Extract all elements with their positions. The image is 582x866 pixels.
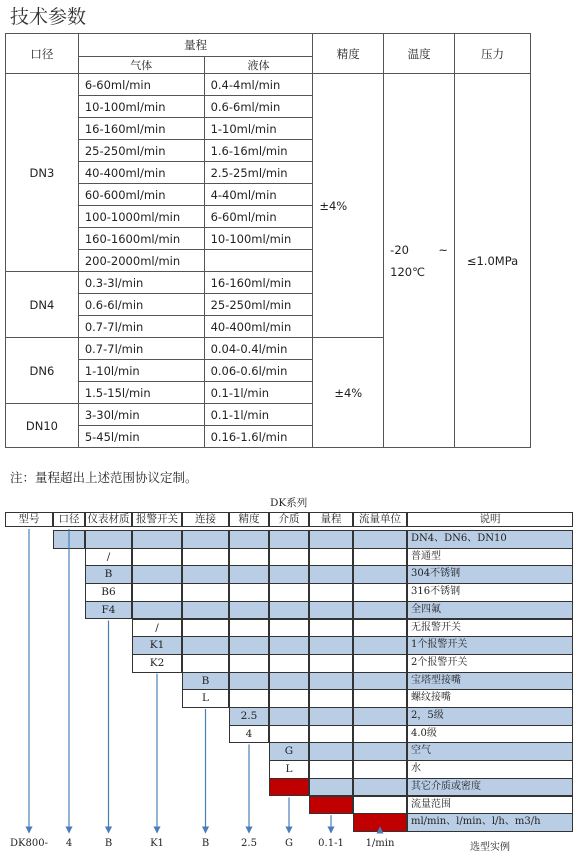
header-3: 报警开关 [132,512,182,527]
liquid-range: 0.1-1l/min [204,382,313,404]
header-2: 仪表材质 [85,512,132,527]
option-description: 2，5级 [407,707,573,726]
option-description: 空气 [407,742,573,761]
example-code: B [201,838,210,849]
option-description: 水 [407,760,573,779]
example-code: K1 [150,838,164,849]
gas-range: 60-600ml/min [78,184,204,206]
temperature-tilde: ~ [438,242,449,257]
header-5: 精度 [229,512,269,527]
temperature-high: 120℃ [390,264,426,279]
liquid-range: 4-40ml/min [204,184,313,206]
header-bore: 口径 [6,34,79,74]
header-temperature: 温度 [384,34,455,74]
liquid-range: 1-10ml/min [204,118,313,140]
gas-range: 40-400ml/min [78,162,204,184]
accuracy-cell: ±4% [313,74,384,338]
example-code: 4 [65,838,73,849]
liquid-range: 16-160ml/min [204,272,313,294]
option-code-cell: 4 [229,725,269,744]
gas-range: 0.7-7l/min [78,316,204,338]
model-selection-diagram [0,495,582,866]
liquid-range: 40-400ml/min [204,316,313,338]
gas-range: 0.6-6l/min [78,294,204,316]
option-code-cell: G [269,742,309,761]
header-6: 介质 [269,512,309,527]
gas-range: 16-160ml/min [78,118,204,140]
option-description: 其它介质或密度 [407,778,573,797]
example-code: DK800- [10,838,48,849]
gas-range: 100-1000ml/min [78,206,204,228]
gas-range: 25-250ml/min [78,140,204,162]
gas-range: 10-100ml/min [78,96,204,118]
example-code: 0.1-1 [318,838,344,849]
option-description: DN4、DN6、DN10 [407,530,573,549]
pressure-cell: ≤1.0MPa [455,74,531,448]
option-code-cell: / [85,548,132,567]
gas-range: 5-45l/min [78,426,204,448]
option-description: 2个报警开关 [407,654,573,673]
bore-cell: DN3 [6,74,79,272]
option-description: 流量范围 [407,796,573,815]
gas-range: 6-60ml/min [78,74,204,96]
bore-cell: DN4 [6,272,79,338]
gas-range: 1.5-15l/min [78,382,204,404]
option-code-cell: K1 [132,636,182,655]
liquid-range: 0.6-6ml/min [204,96,313,118]
option-code-cell: B6 [85,583,132,602]
option-code-cell: L [269,760,309,779]
option-description: ml/min、l/min、l/h、m3/h [407,813,573,832]
option-description: 4.0级 [407,725,573,744]
gas-range: 0.3-3l/min [78,272,204,294]
page-title: 技术参数 [10,6,87,28]
example-code: 2.5 [241,838,257,849]
example-label: 选型实例 [470,842,510,853]
header-1: 口径 [53,512,85,527]
option-description: 316不锈钢 [407,583,573,602]
header-range: 量程 [78,34,313,57]
header-desc: 说明 [407,512,573,527]
temperature-low: -20 [390,242,409,257]
option-description: 全四氟 [407,601,573,620]
option-description: 普通型 [407,548,573,567]
option-code-cell: F4 [85,601,132,620]
liquid-range: 6-60ml/min [204,206,313,228]
liquid-range: 1.6-16ml/min [204,140,313,162]
header-gas: 气体 [78,57,204,74]
selection-arrows [0,495,582,866]
liquid-range: 0.04-0.4l/min [204,338,313,360]
liquid-range: 0.1-1l/min [204,404,313,426]
option-code-cell: 2.5 [229,707,269,726]
liquid-range: 25-250ml/min [204,294,313,316]
bore-cell: DN6 [6,338,79,404]
accuracy-cell: ±4% [313,338,384,448]
gas-range: 3-30l/min [78,404,204,426]
gas-range: 0.7-7l/min [78,338,204,360]
option-code-cell: B [182,672,229,691]
option-description: 1个报警开关 [407,636,573,655]
option-code-cell: L [182,689,229,708]
option-description: 无报警开关 [407,619,573,638]
option-code-cell: B [85,565,132,584]
spec-table [5,33,531,448]
header-4: 连接 [182,512,229,527]
header-7: 量程 [309,512,353,527]
liquid-range: 0.4-4ml/min [204,74,313,96]
option-code-cell: / [132,619,182,638]
example-code: G [285,838,293,849]
option-description: 304不锈钢 [407,565,573,584]
example-code: B [104,838,113,849]
liquid-range: 0.16-1.6l/min [204,426,313,448]
header-liquid: 液体 [204,57,313,74]
liquid-range: 10-100ml/min [204,228,313,250]
series-title: DK系列 [270,497,308,509]
header-pressure: 压力 [455,34,531,74]
option-code-cell: K2 [132,654,182,673]
option-description: 宝塔型接嘴 [407,672,573,691]
gas-range: 160-1600ml/min [78,228,204,250]
gas-range: 200-2000ml/min [78,250,204,272]
header-accuracy: 精度 [313,34,384,74]
gas-range: 1-10l/min [78,360,204,382]
header-8: 流量单位 [353,512,407,527]
range-note: 注：量程超出上述范围协议定制。 [10,470,198,485]
bore-cell: DN10 [6,404,79,448]
liquid-range: 2.5-25ml/min [204,162,313,184]
liquid-range [204,250,313,272]
header-0: 型号 [5,512,53,527]
example-code: 1/min [365,838,395,849]
option-description: 螺纹接嘴 [407,689,573,708]
temperature-cell [384,74,455,448]
liquid-range: 0.06-0.6l/min [204,360,313,382]
